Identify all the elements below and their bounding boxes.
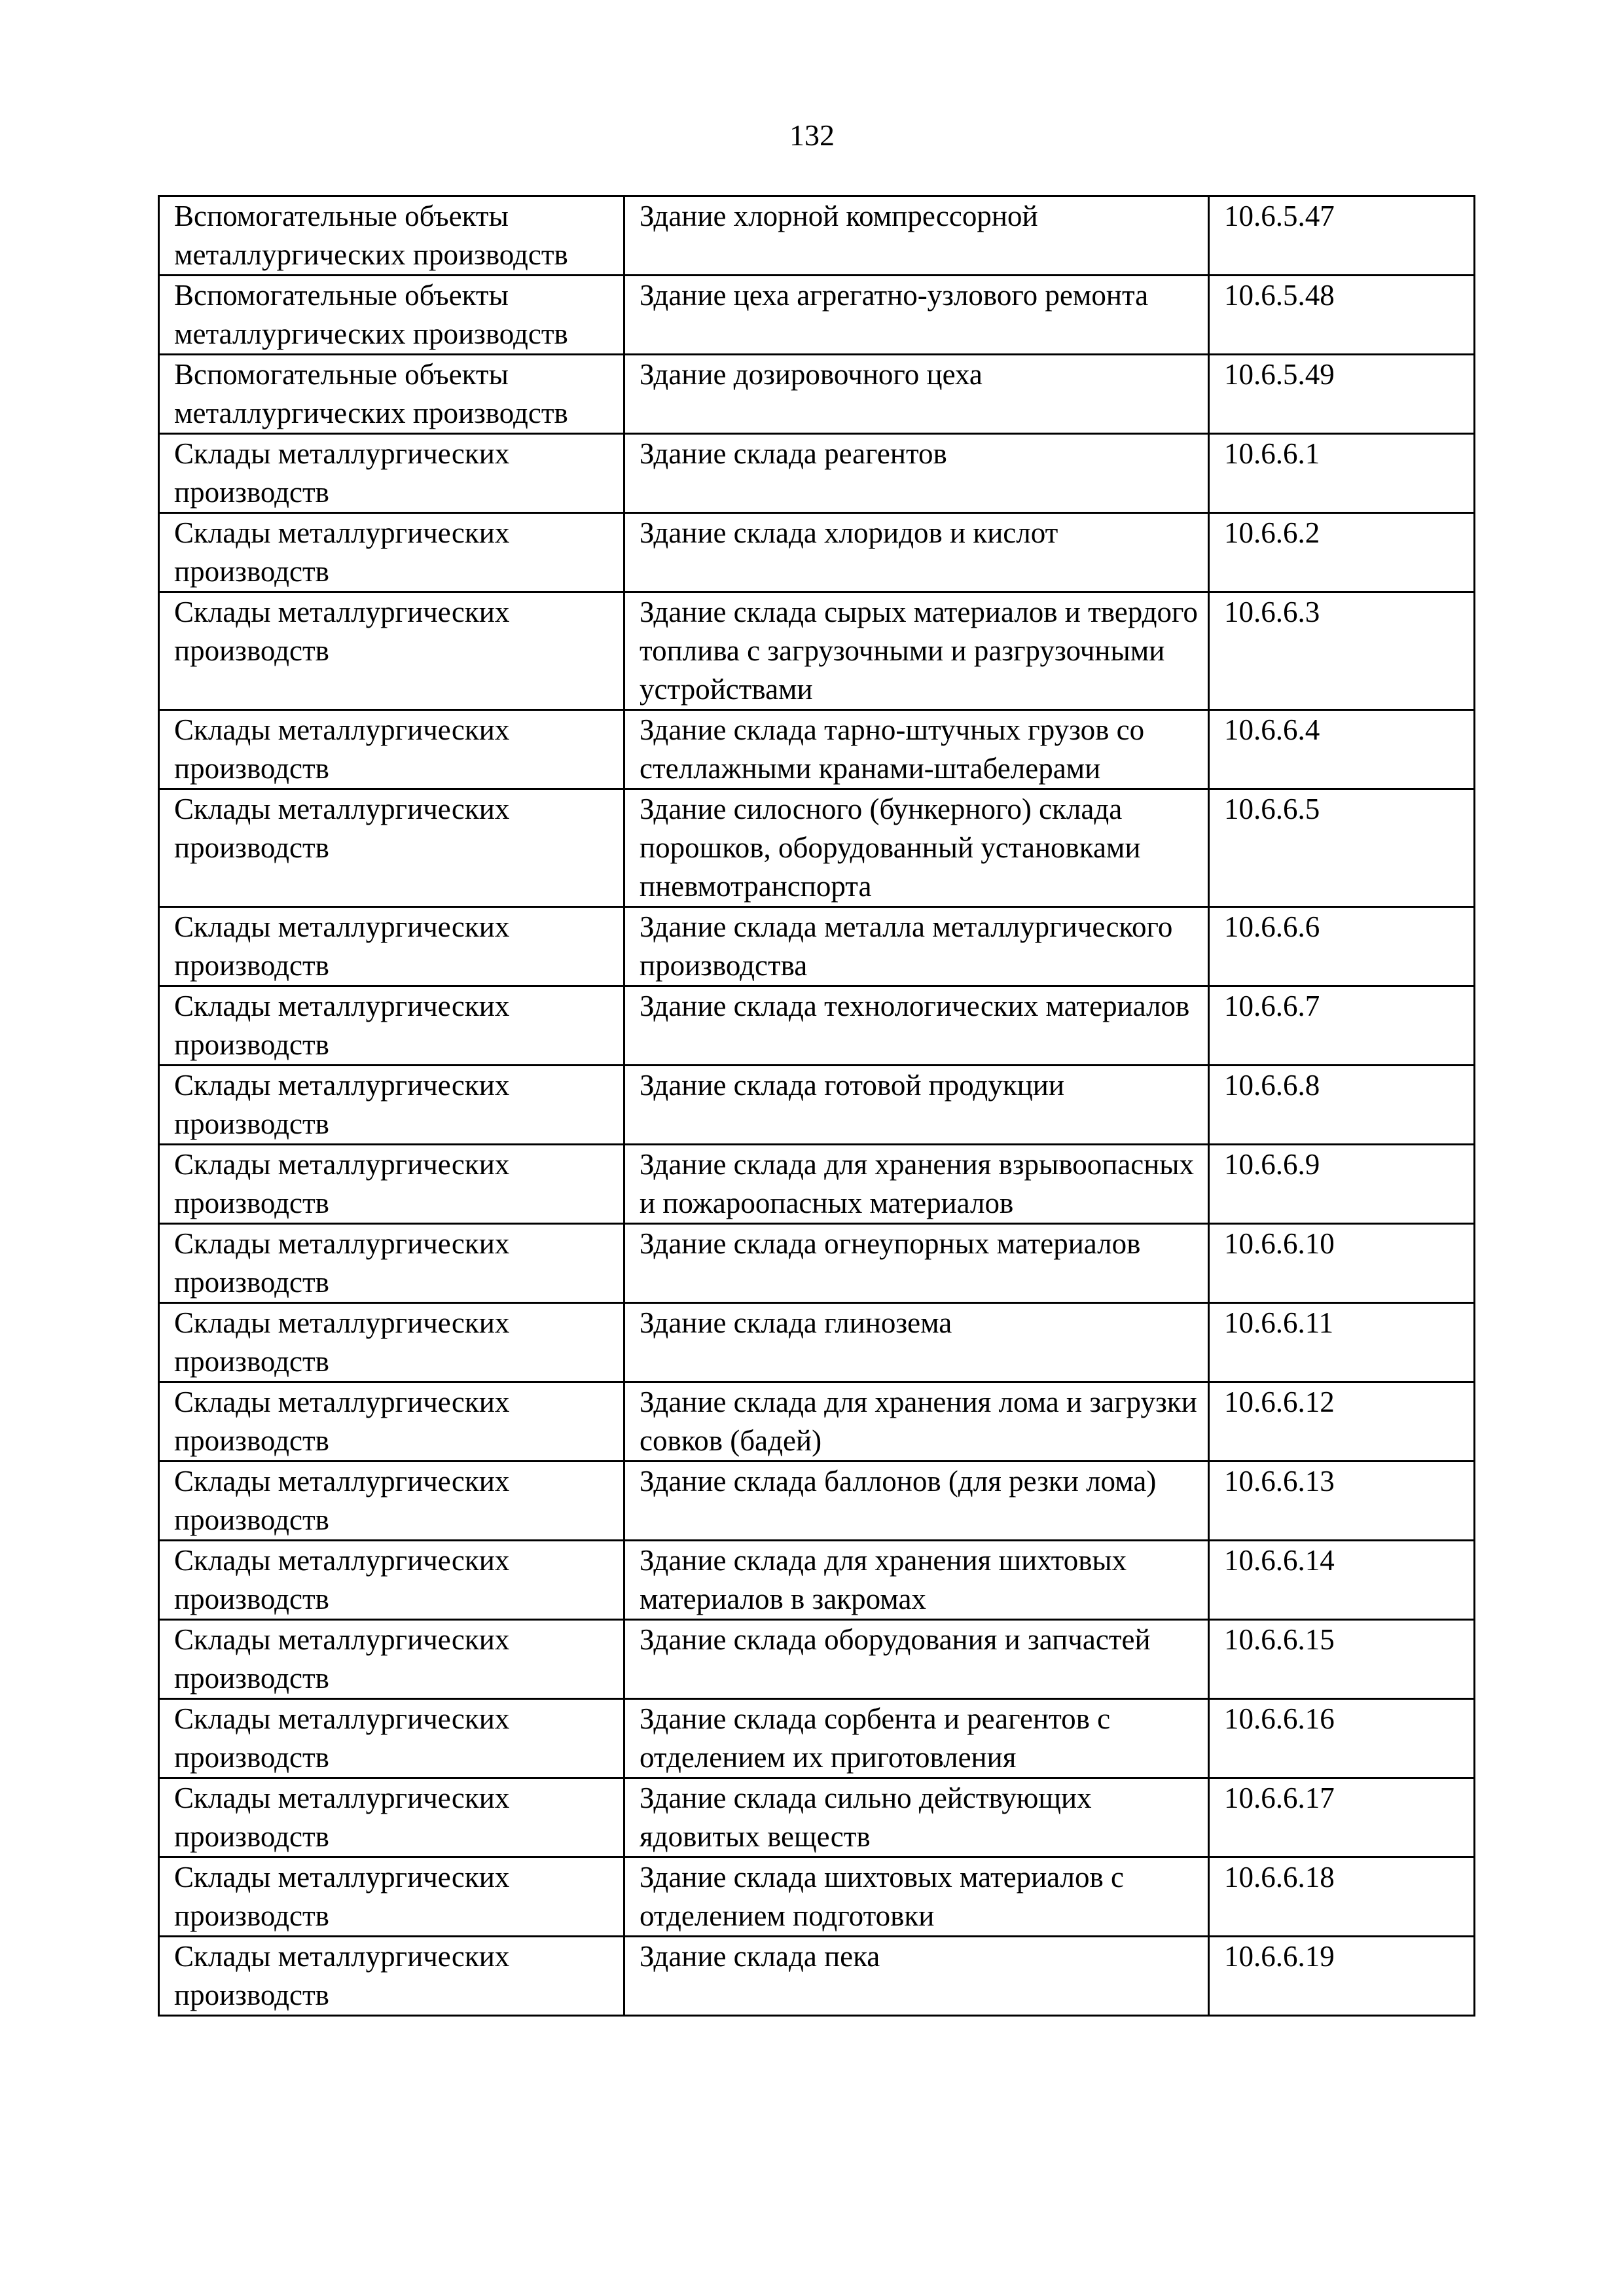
code-cell: 10.6.6.11	[1209, 1303, 1475, 1382]
code-cell: 10.6.6.3	[1209, 592, 1475, 710]
table-row	[159, 1224, 1475, 1303]
name-cell: Здание склада баллонов (для резки лома)	[624, 1462, 1209, 1541]
category-cell: Склады металлургических производств	[159, 1145, 624, 1224]
page-number: 132	[789, 118, 835, 152]
category-cell: Склады металлургических производств	[159, 710, 624, 789]
table-row	[159, 1066, 1475, 1145]
category-cell: Склады металлургических производств	[159, 1620, 624, 1699]
name-cell: Здание дозировочного цеха	[624, 355, 1209, 434]
category-cell: Склады металлургических производств	[159, 986, 624, 1066]
code-cell: 10.6.6.16	[1209, 1699, 1475, 1778]
code-cell: 10.6.6.19	[1209, 1937, 1475, 2016]
category-cell: Склады металлургических производств	[159, 1541, 624, 1620]
category-cell: Склады металлургических производств	[159, 1937, 624, 2016]
code-cell: 10.6.6.18	[1209, 1857, 1475, 1937]
table-row	[159, 355, 1475, 434]
objects-table	[158, 195, 1475, 2017]
category-cell: Склады металлургических производств	[159, 1224, 624, 1303]
code-cell: 10.6.5.49	[1209, 355, 1475, 434]
category-cell: Склады металлургических производств	[159, 592, 624, 710]
table-row	[159, 434, 1475, 513]
table-row	[159, 1462, 1475, 1541]
name-cell: Здание склада оборудования и запчастей	[624, 1620, 1209, 1699]
category-cell: Вспомогательные объекты металлургических производств	[159, 196, 624, 276]
name-cell: Здание склада для хранения взрывоопасных и пожароопасных материалов	[624, 1145, 1209, 1224]
table-row	[159, 1620, 1475, 1699]
category-cell: Склады металлургических производств	[159, 434, 624, 513]
name-cell: Здание склада технологических материалов	[624, 986, 1209, 1066]
name-cell: Здание склада глинозема	[624, 1303, 1209, 1382]
code-cell: 10.6.6.5	[1209, 789, 1475, 907]
code-cell: 10.6.6.10	[1209, 1224, 1475, 1303]
category-cell: Склады металлургических производств	[159, 1857, 624, 1937]
code-cell: 10.6.5.47	[1209, 196, 1475, 276]
table-row	[159, 1857, 1475, 1937]
name-cell: Здание хлорной компрессорной	[624, 196, 1209, 276]
category-cell: Склады металлургических производств	[159, 1303, 624, 1382]
name-cell: Здание склада тарно-штучных грузов со стеллажными кранами-штабелерами	[624, 710, 1209, 789]
table-row	[159, 276, 1475, 355]
table-row	[159, 592, 1475, 710]
table-row	[159, 513, 1475, 592]
name-cell: Здание склада реагентов	[624, 434, 1209, 513]
code-cell: 10.6.5.48	[1209, 276, 1475, 355]
code-cell: 10.6.6.8	[1209, 1066, 1475, 1145]
table-row	[159, 1541, 1475, 1620]
code-cell: 10.6.6.7	[1209, 986, 1475, 1066]
category-cell: Склады металлургических производств	[159, 1382, 624, 1462]
category-cell: Склады металлургических производств	[159, 789, 624, 907]
name-cell: Здание склада металла металлургического производства	[624, 907, 1209, 986]
name-cell: Здание цеха агрегатно-узлового ремонта	[624, 276, 1209, 355]
table-row	[159, 1699, 1475, 1778]
category-cell: Склады металлургических производств	[159, 1778, 624, 1857]
name-cell: Здание склада готовой продукции	[624, 1066, 1209, 1145]
code-cell: 10.6.6.1	[1209, 434, 1475, 513]
table-row	[159, 1778, 1475, 1857]
code-cell: 10.6.6.2	[1209, 513, 1475, 592]
table-row	[159, 1937, 1475, 2016]
table-row	[159, 986, 1475, 1066]
name-cell: Здание склада хлоридов и кислот	[624, 513, 1209, 592]
table-row	[159, 196, 1475, 276]
table-row	[159, 907, 1475, 986]
category-cell: Вспомогательные объекты металлургических производств	[159, 355, 624, 434]
name-cell: Здание склада шихтовых материалов с отделением подготовки	[624, 1857, 1209, 1937]
category-cell: Склады металлургических производств	[159, 907, 624, 986]
code-cell: 10.6.6.13	[1209, 1462, 1475, 1541]
name-cell: Здание склада для хранения шихтовых материалов в закромах	[624, 1541, 1209, 1620]
table-row	[159, 710, 1475, 789]
code-cell: 10.6.6.6	[1209, 907, 1475, 986]
code-cell: 10.6.6.15	[1209, 1620, 1475, 1699]
name-cell: Здание склада сильно действующих ядовитых веществ	[624, 1778, 1209, 1857]
code-cell: 10.6.6.4	[1209, 710, 1475, 789]
name-cell: Здание склада огнеупорных материалов	[624, 1224, 1209, 1303]
table-row	[159, 1303, 1475, 1382]
category-cell: Вспомогательные объекты металлургических производств	[159, 276, 624, 355]
category-cell: Склады металлургических производств	[159, 1462, 624, 1541]
code-cell: 10.6.6.12	[1209, 1382, 1475, 1462]
table-row	[159, 1382, 1475, 1462]
code-cell: 10.6.6.17	[1209, 1778, 1475, 1857]
name-cell: Здание склада пека	[624, 1937, 1209, 2016]
table-row	[159, 789, 1475, 907]
name-cell: Здание склада для хранения лома и загрузки совков (бадей)	[624, 1382, 1209, 1462]
code-cell: 10.6.6.14	[1209, 1541, 1475, 1620]
code-cell: 10.6.6.9	[1209, 1145, 1475, 1224]
category-cell: Склады металлургических производств	[159, 1066, 624, 1145]
table-row	[159, 1145, 1475, 1224]
name-cell: Здание склада сорбента и реагентов с отделением их приготовления	[624, 1699, 1209, 1778]
name-cell: Здание силосного (бункерного) склада порошков, оборудованный установками пневмотранспорта	[624, 789, 1209, 907]
category-cell: Склады металлургических производств	[159, 1699, 624, 1778]
category-cell: Склады металлургических производств	[159, 513, 624, 592]
name-cell: Здание склада сырых материалов и твердого топлива с загрузочными и разгрузочными устройствами	[624, 592, 1209, 710]
